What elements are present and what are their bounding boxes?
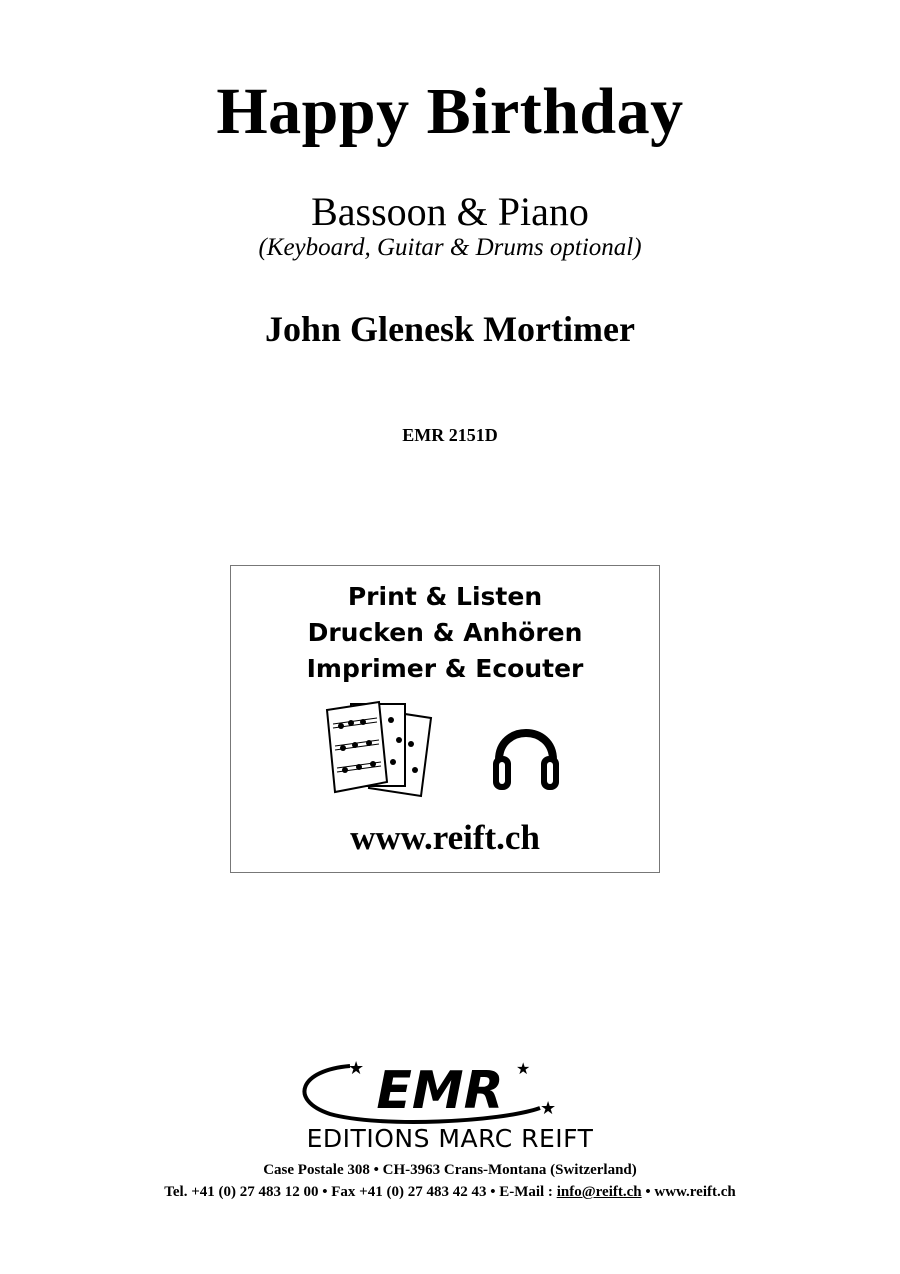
promo-line-english: Print & Listen [347, 582, 543, 611]
subtitle: Bassoon & Piano [311, 189, 589, 234]
svg-text:★: ★ [540, 1098, 557, 1119]
catalog-number: EMR 2151D [402, 425, 498, 445]
print-listen-box [230, 565, 660, 873]
composer: John Glenesk Mortimer [265, 309, 635, 349]
publisher-name: EDITIONS MARC REIFT [306, 1124, 594, 1153]
sheet-music-icon [321, 700, 451, 800]
svg-text:★: ★ [516, 1059, 531, 1078]
email-link[interactable]: info@reift.ch [556, 1184, 642, 1200]
emr-logo [290, 1052, 590, 1128]
svg-text:★: ★ [348, 1058, 365, 1079]
contact-phone-fax: Tel. +41 (0) 27 483 12 00 • Fax +41 (0) 27 483 42 43 • E-Mail : [164, 1184, 557, 1200]
publisher-contact [0, 1184, 900, 1201]
svg-text:EMR: EMR [376, 1061, 504, 1121]
contact-website: • www.reift.ch [641, 1184, 736, 1200]
headphones-icon [489, 716, 563, 794]
promo-line-french: Imprimer & Ecouter [306, 654, 584, 683]
promo-line-german: Drucken & Anhören [307, 618, 583, 647]
promo-url[interactable]: www.reift.ch [350, 818, 540, 857]
publisher-address: Case Postale 308 • CH-3963 Crans-Montana (Switzerland) [263, 1162, 637, 1178]
instrumentation-note: (Keyboard, Guitar & Drums optional) [258, 234, 642, 261]
title: Happy Birthday [216, 75, 684, 148]
